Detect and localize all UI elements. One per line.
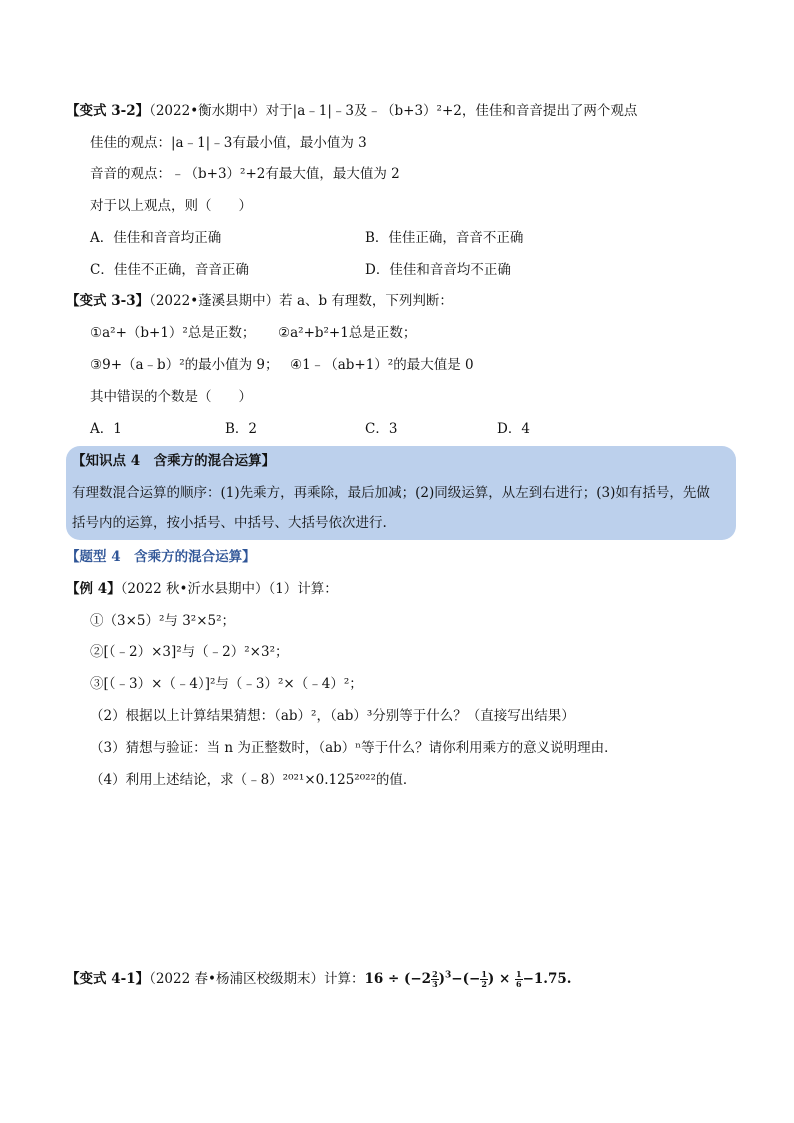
- part-2: （2）根据以上计算结果猜想：（ab）²，（ab）³分别等于什么？（直接写出结果）: [90, 708, 575, 724]
- knowledge-title: 【知识点 4 含乘方的混合运算】: [72, 453, 276, 469]
- statement-1: ①a²+（b+1）²总是正数；: [90, 325, 256, 341]
- expr-part: ): [438, 971, 446, 987]
- frac-num: 1: [516, 969, 522, 979]
- part-3: （3）猜想与验证：当 n 为正整数时，（ab）ⁿ等于什么？请你利用乘方的意义说明理由．: [90, 740, 618, 756]
- option-a: A．1: [90, 421, 122, 437]
- example-text: （2022 秋•沂水县期中）（1）计算：: [120, 581, 338, 597]
- problem-text: （2022•衡水期中）对于|a﹣1|﹣3及﹣（b+3）²+2，佳佳和音音提出了两个观点: [149, 103, 638, 119]
- fraction-sixth: [515, 970, 523, 989]
- question-stem: 对于以上观点，则（ ）: [90, 198, 252, 214]
- statement-2: ②a²+b²+1总是正数；: [278, 325, 417, 341]
- fraction-half: [480, 970, 488, 989]
- option-c: C．佳佳不正确，音音正确: [90, 262, 249, 278]
- exponent: 3: [445, 970, 452, 981]
- expr-part: −(−: [451, 971, 481, 987]
- math-expression: [364, 971, 571, 987]
- fraction-two-thirds: [431, 970, 439, 989]
- knowledge-line-1: 有理数混合运算的顺序：(1)先乘方，再乘除，最后加减；(2)同级运算，从左到右进行；(3)如有括号，先做: [72, 485, 710, 501]
- option-b: B．佳佳正确，音音不正确: [365, 230, 524, 246]
- problem-3-2-heading: [66, 102, 637, 120]
- problem-text: （2022 春•杨浦区校级期末）计算：: [149, 971, 365, 987]
- problem-tag: 【变式 3-2】: [66, 103, 150, 119]
- problem-3-3-heading: [66, 292, 453, 310]
- option-d: D．4: [497, 421, 530, 437]
- problem-4-1: [66, 970, 571, 989]
- frac-num: 1: [481, 969, 487, 979]
- problem-tag: 【变式 4-1】: [66, 971, 150, 987]
- frac-den: 2: [481, 979, 487, 989]
- frac-den: 6: [516, 979, 522, 989]
- knowledge-line-2: 括号内的运算，按小括号、中括号、大括号依次进行.: [72, 515, 387, 531]
- example-4-heading: [66, 580, 338, 598]
- option-d: D．佳佳和音音均不正确: [365, 262, 511, 278]
- frac-num: 2: [432, 969, 438, 979]
- topic-4-title: 【题型 4 含乘方的混合运算】: [66, 549, 256, 565]
- view-yinyin: 音音的观点：﹣（b+3）²+2有最大值，最大值为 2: [90, 166, 400, 182]
- expr-part: 16 ÷ (−2: [364, 971, 432, 987]
- calc-3: ③[（﹣3）×（﹣4）]²与（﹣3）²×（﹣4）²；: [90, 676, 363, 692]
- statement-3: ③9+（a﹣b）²的最小值为 9；: [90, 357, 279, 373]
- problem-text: （2022•蓬溪县期中）若 a、b 有理数，下列判断：: [149, 293, 453, 309]
- option-b: B．2: [225, 421, 258, 437]
- calc-2: ②[（﹣2）×3]²与（﹣2）²×3²；: [90, 644, 289, 660]
- expr-part: ) ×: [487, 971, 515, 987]
- option-c: C．3: [365, 421, 398, 437]
- expr-part: −1.75.: [522, 971, 572, 987]
- part-4: （4）利用上述结论，求（﹣8）²⁰²¹×0.125²⁰²²的值．: [90, 772, 417, 788]
- statement-4: ④1﹣（ab+1）²的最大值是 0: [290, 357, 474, 373]
- question-stem: 其中错误的个数是（ ）: [90, 389, 252, 405]
- example-tag: 【例 4】: [66, 581, 121, 597]
- frac-den: 3: [432, 979, 438, 989]
- problem-tag: 【变式 3-3】: [66, 293, 150, 309]
- calc-1: ①（3×5）²与 3²×5²；: [90, 613, 236, 629]
- knowledge-point-box: [66, 446, 736, 540]
- option-a: A．佳佳和音音均正确: [90, 230, 222, 246]
- view-jiajia: 佳佳的观点：|a﹣1|﹣3有最小值，最小值为 3: [90, 135, 367, 151]
